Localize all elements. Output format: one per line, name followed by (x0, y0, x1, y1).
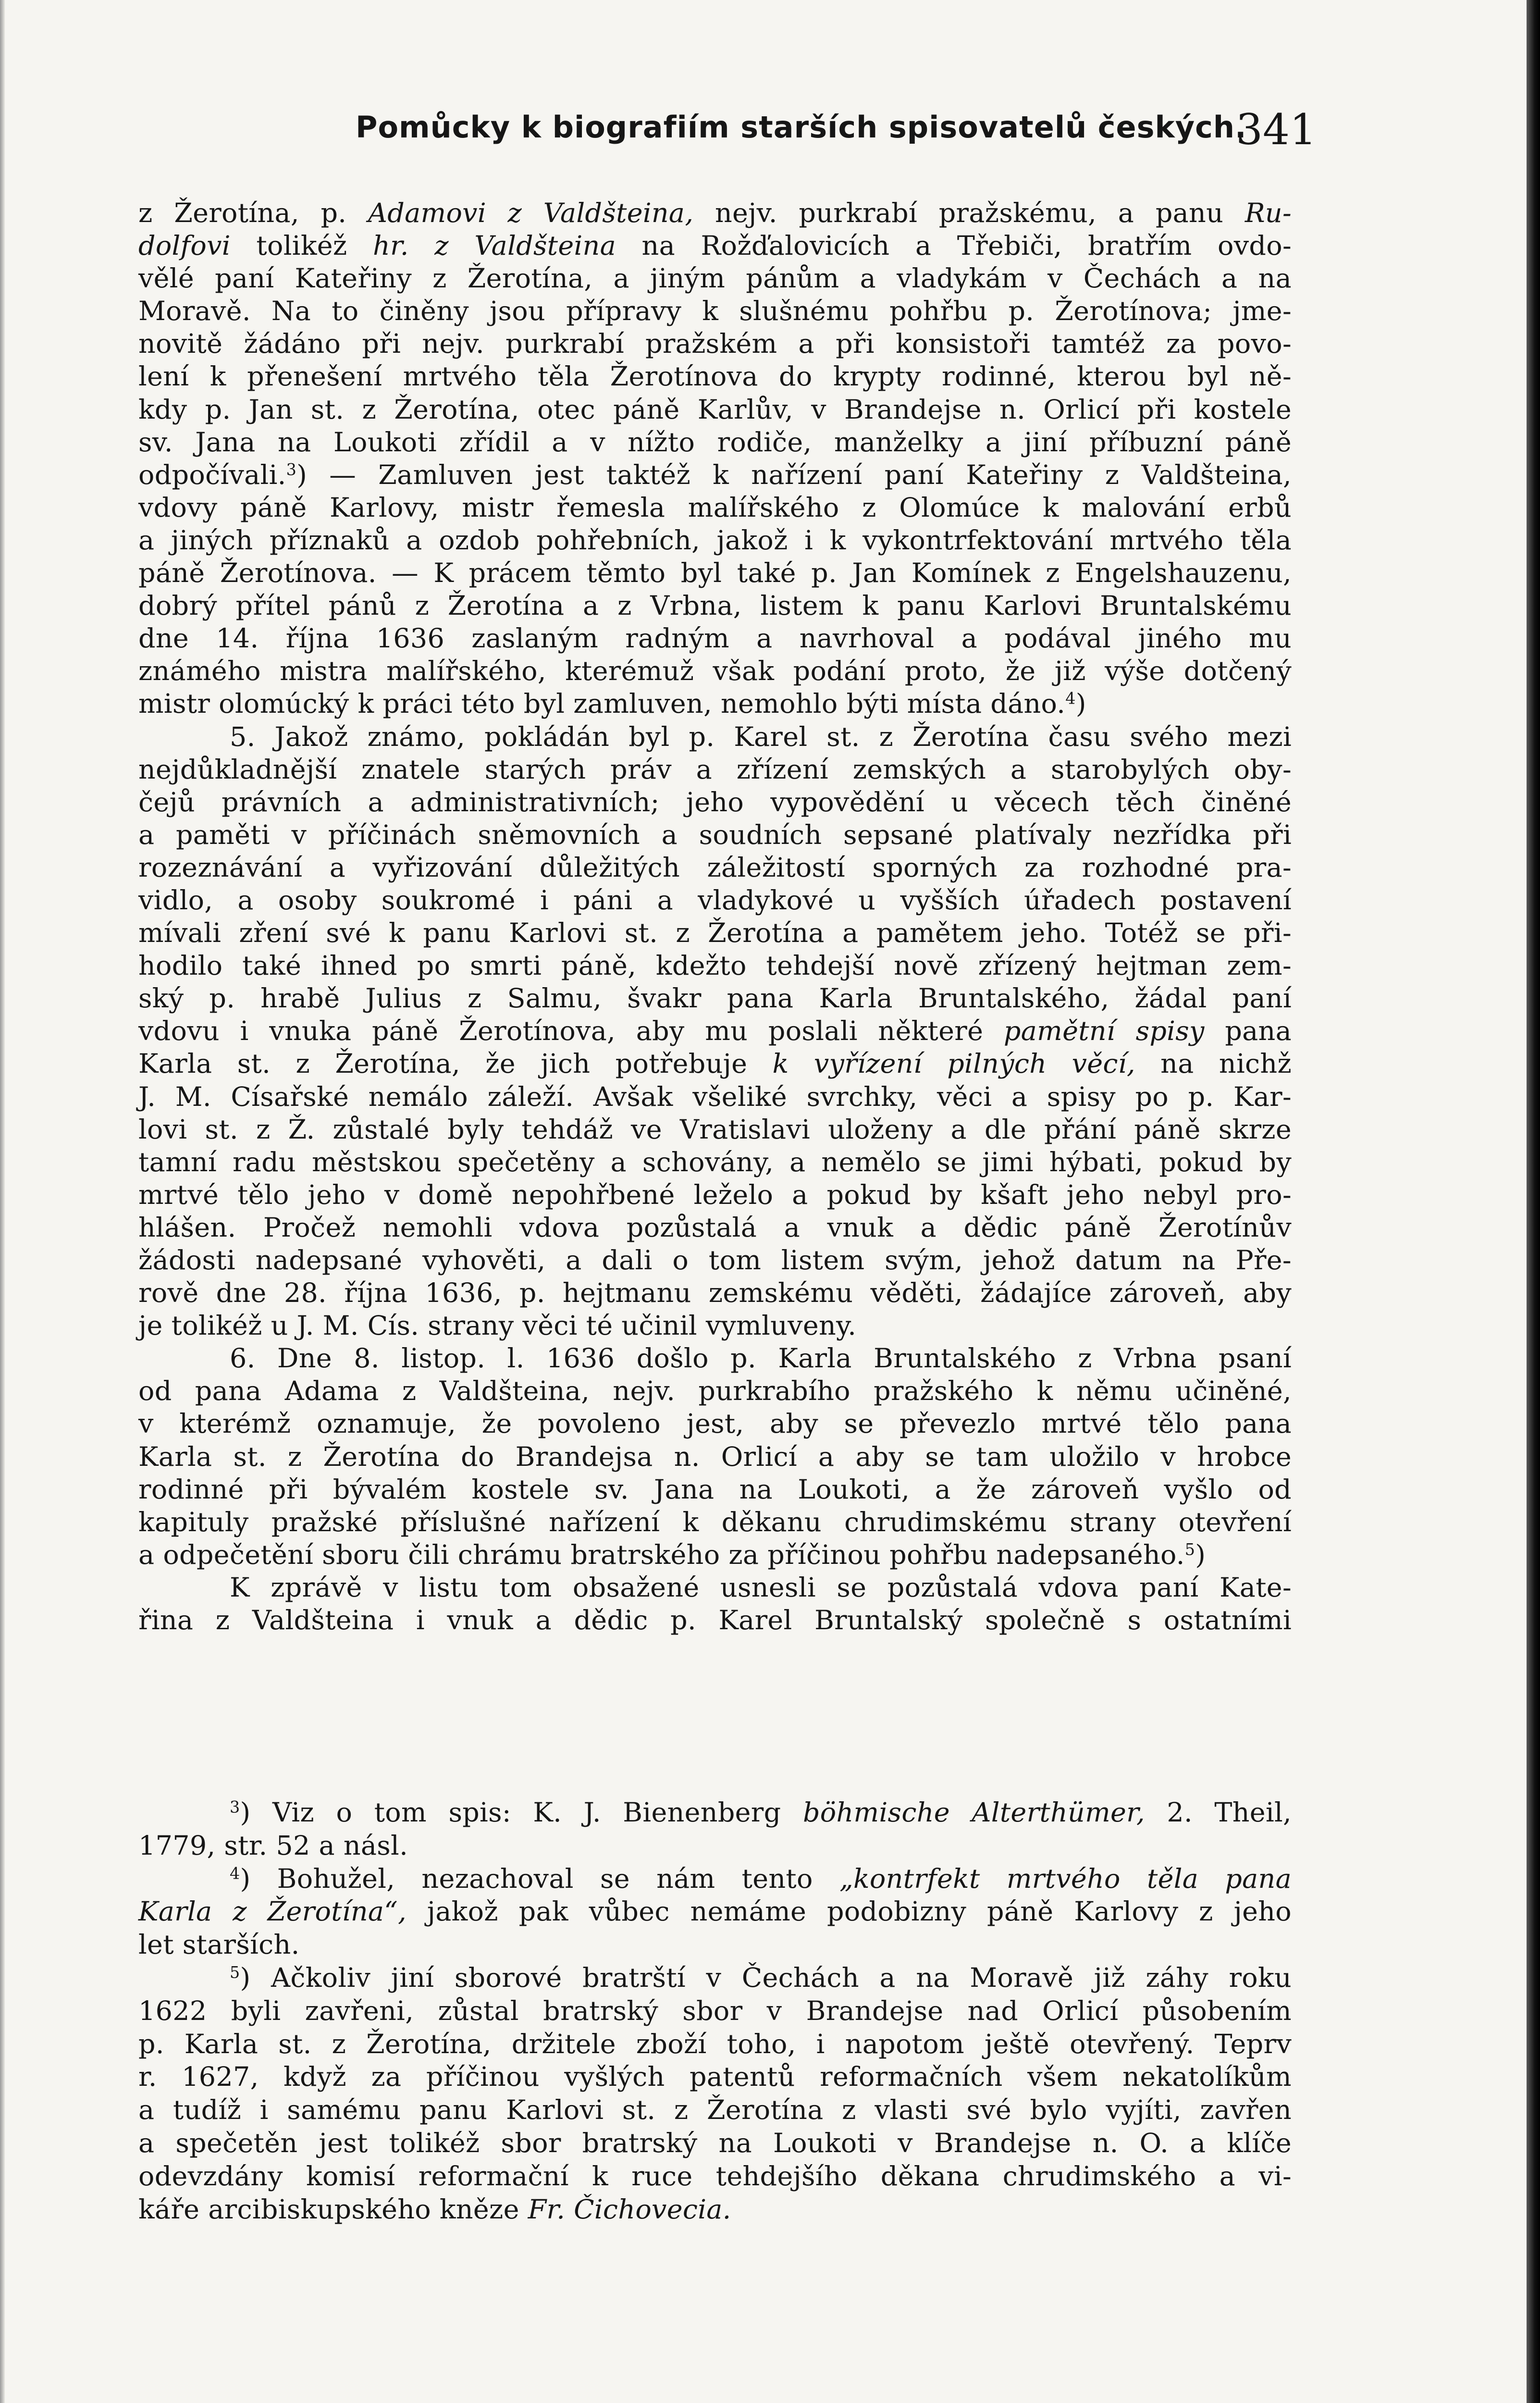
footnote-line: a tudíž i samému panu Karlovi st. z Žerotína z vlasti své bylo vyjíti, zavřen (138, 2094, 1292, 2126)
scan-edge-right (1527, 0, 1540, 2403)
footnote-line: 1779, str. 52 a násl. (138, 1830, 408, 1861)
text-line: sv. Jana na Loukoti zřídil a v nížto rodiče, manželky a jiní příbuzní páně (138, 426, 1292, 458)
text-line: žádosti nadepsané vyhověti, a dali o tom listem svým, jehož datum na Pře- (138, 1245, 1292, 1276)
text-line: hodilo také ihned po smrti páně, kdežto tehdejší nově zřízený hejtman zem- (138, 950, 1292, 982)
text-line: v kterémž oznamuje, že povoleno jest, aby se převezlo mrtvé tělo pana (138, 1408, 1292, 1440)
text-line: dne 14. října 1636 zaslaným radným a navrhoval a podával jiného mu (138, 623, 1292, 655)
text-line: kdy p. Jan st. z Žerotína, otec páně Karlův, v Brandejse n. Orlicí při kostele (138, 394, 1292, 425)
main-text (138, 197, 1292, 1637)
text-line: kapituly pražské příslušné nařízení k děkanu chrudimskému strany otevření (138, 1506, 1292, 1538)
footnote-line: p. Karla st. z Žerotína, držitele zboží toho, i napotom ještě otevřený. Teprv (138, 2028, 1292, 2060)
text-line: 6. Dne 8. listop. l. 1636 došlo p. Karla Bruntalského z Vrbna psaní (230, 1343, 1292, 1375)
text-line: řina z Valdšteina i vnuk a dědic p. Karel Bruntalský společně s ostatními (138, 1605, 1292, 1636)
text-line: a odpečetění sboru čili chrámu bratrského za příčinou pohřbu nadepsaného.$^5$) (138, 1539, 1206, 1571)
footnote-line: Karla z Žerotína“, jakož pak vůbec nemáme podobizny páně Karlovy z jeho (138, 1896, 1292, 1928)
text-line: od pana Adama z Valdšteina, nejv. purkrabího pražského k němu učiněné, (138, 1375, 1292, 1407)
text-line: lení k přenešení mrtvého těla Žerotínova do krypty rodinné, kterou byl ně- (138, 361, 1292, 393)
footnotes (138, 1796, 1292, 2226)
footnote-line: odevzdány komisí reformační k ruce tehdejšího děkana chrudimského a vi- (138, 2160, 1292, 2192)
text-line: vdovu i vnuka páně Žerotínova, aby mu poslali některé pamětní spisy pana (138, 1016, 1292, 1047)
text-line: ský p. hrabě Julius z Salmu, švakr pana Karla Bruntalského, žádal paní (138, 983, 1292, 1015)
running-header (356, 105, 1317, 167)
text-line: odpočívali.$^3$) — Zamluven jest taktéž k nařízení paní Kateřiny z Valdšteina, (138, 459, 1292, 491)
text-line: dolfovi tolikéž hr. z Valdšteina na Rožďalovicích a Třebiči, bratřím ovdo- (138, 230, 1292, 262)
text-line: tamní radu městskou spečetěny a schovány, a nemělo se jimi hýbati, pokud by (138, 1146, 1292, 1178)
scan-edge-left (0, 0, 5, 2403)
text-line: rově dne 28. října 1636, p. hejtmanu zemskému věděti, žádajíce zároveň, aby (138, 1277, 1292, 1309)
text-line: je tolikéž u J. M. Cís. strany věci té učinil vymluveny. (138, 1310, 857, 1342)
text-line: K zprávě v listu tom obsažené usnesli se pozůstalá vdova paní Kate- (230, 1572, 1292, 1603)
text-line: známého mistra malířského, kterémuž však podání proto, že již výše dotčený (138, 656, 1292, 687)
header-title: Pomůcky k biografiím starších spisovatelů českých. (356, 110, 1247, 145)
text-line: mrtvé tělo jeho v domě nepohřbené leželo a pokud by kšaft jeho nebyl pro- (138, 1179, 1292, 1211)
footnote-line: $^5$) Ačkoliv jiní sborové bratrští v Čechách a na Moravě již záhy roku (230, 1962, 1292, 1994)
text-line: čejů právních a administrativních; jeho vypovědění u věcech těch činěné (138, 786, 1292, 818)
footnote-line: r. 1627, když za příčinou vyšlých patentů reformačních všem nekatolíkům (138, 2061, 1292, 2093)
footnote-line: let starších. (138, 1929, 300, 1961)
text-line: dobrý přítel pánů z Žerotína a z Vrbna, listem k panu Karlovi Bruntalskému (138, 590, 1292, 622)
text-line: nejdůkladnější znatele starých práv a zřízení zemských a starobylých oby- (138, 754, 1292, 785)
text-line: Moravě. Na to činěny jsou přípravy k slušnému pohřbu p. Žerotínova; jme- (138, 296, 1292, 327)
text-line: novitě žádáno při nejv. purkrabí pražském a při konsistoři tamtéž za povo- (138, 328, 1292, 360)
page-number: 341 (1236, 105, 1317, 154)
text-line: 5. Jakož známo, pokládán byl p. Karel st. z Žerotína času svého mezi (230, 721, 1292, 753)
text-line: mívali zření své k panu Karlovi st. z Žerotína a pamětem jeho. Totéž se při- (138, 917, 1292, 949)
text-line: páně Žerotínova. — K prácem těmto byl také p. Jan Komínek z Engelshauzenu, (138, 557, 1292, 589)
footnote-line: 1622 byli zavřeni, zůstal bratrský sbor v Brandejse nad Orlicí působením (138, 1995, 1292, 2027)
text-line: rodinné při bývalém kostele sv. Jana na Loukoti, a že zároveň vyšlo od (138, 1474, 1292, 1505)
text-line: rozeznávání a vyřizování důležitých záležitostí sporných za rozhodné pra- (138, 852, 1292, 883)
text-line: lovi st. z Ž. zůstalé byly tehdáž ve Vratislavi uloženy a dle přání páně skrze (138, 1114, 1292, 1145)
text-line: vdovy páně Karlovy, mistr řemesla malířského z Olomúce k malování erbů (138, 492, 1292, 523)
text-line: Karla st. z Žerotína, že jich potřebuje k vyřízení pilných věcí, na nichž (138, 1048, 1292, 1080)
footnote-line: káře arcibiskupského kněze Fr. Čichovecia. (138, 2193, 731, 2225)
text-line: J. M. Císařské nemálo záleží. Avšak všeliké svrchky, věci a spisy po p. Kar- (138, 1081, 1292, 1113)
text-line: Karla st. z Žerotína do Brandejsa n. Orlicí a aby se tam uložilo v hrobce (138, 1441, 1292, 1473)
text-line: a paměti v příčinách sněmovních a soudních sepsané platívaly nezřídka při (138, 819, 1292, 851)
text-line: vidlo, a osoby soukromé i páni a vladykové u vyšších úřadech postavení (138, 884, 1292, 916)
text-line: a jiných příznaků a ozdob pohřebních, jakož i k vykontrfektování mrtvého těla (138, 524, 1292, 556)
text-line: mistr olomúcký k práci této byl zamluven, nemohlo býti místa dáno.$^4$) (138, 688, 1086, 720)
text-line: z Žerotína, p. Adamovi z Valdšteina, nejv. purkrabí pražskému, a panu Ru- (138, 198, 1292, 229)
text-line: hlášen. Pročež nemohli vdova pozůstalá a vnuk a dědic páně Žerotínův (138, 1212, 1292, 1243)
text-line: vělé paní Kateřiny z Žerotína, a jiným pánům a vladykám v Čechách a na (138, 263, 1292, 295)
footnote-line: a spečetěn jest tolikéž sbor bratrský na Loukoti v Brandejse n. O. a klíče (138, 2127, 1292, 2159)
footnote-line: $^3$) Viz o tom spis: K. J. Bienenberg böhmische Alterthümer, 2. Theil, (230, 1797, 1292, 1828)
footnote-line: $^4$) Bohužel, nezachoval se nám tento „kontrfekt mrtvého těla pana (230, 1863, 1292, 1895)
